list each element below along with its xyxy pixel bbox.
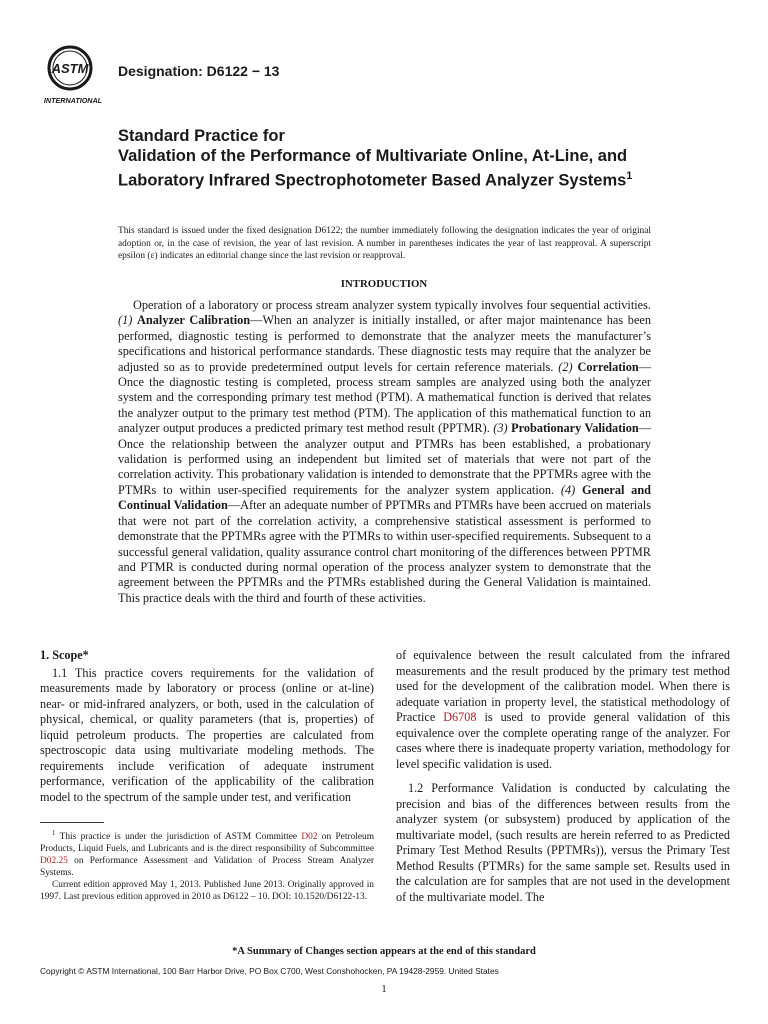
step-number: (1) <box>118 313 133 328</box>
footnotes <box>40 828 374 904</box>
step-number: (3) <box>493 421 508 436</box>
footnote-text: on Petroleum Products, Liquid Fuels, and Lubricants and is the direct responsibility of Subcommittee <box>40 832 374 855</box>
footnote-text: on Performance Assessment and Validation of Process Stream Analyzer Systems. <box>40 855 374 878</box>
step-text: —When an analyzer is initially installed, or after major maintenance has been performed, diagnostic testing is performed to demonstrate that the analyzer meets the manufacturer’s specifications and historical performance standards. These diagnostic tests may require that the analyzer be adjusted so as to provide predetermined output levels for certain reference materials. <box>118 313 652 374</box>
footnote-divider <box>40 822 104 823</box>
astm-logo <box>40 44 114 106</box>
scope-heading: 1. Scope* <box>40 648 89 662</box>
step-term: General and Continual Validation <box>118 482 652 513</box>
reference-link-d6708[interactable]: D6708 <box>443 710 477 724</box>
paragraph-text: is used to provide general validation of this equivalence over the complete operating range of the analyzer. For cases where there is inadequate property variation, methodology for level specific validation is used. <box>396 710 730 771</box>
footnote-mark: 1 <box>52 829 56 837</box>
footnote-edition: Current edition approved May 1, 2013. Published June 2013. Originally approved in 1997. Last previous edition approved in 2010 as D6122 – 10. DOI: 10.1520/D6122-13. <box>40 879 374 902</box>
step-term: Analyzer Calibration <box>137 313 251 328</box>
paragraph-text: of equivalence between the result calculated from the infrared measurements and the result produced by the primary test method used for the development of the calibration model. When there is adequate variation in property level, the statistical methodology of Practice <box>396 648 730 724</box>
step-number: (2) <box>558 359 573 374</box>
right-column <box>396 648 730 905</box>
step-term: Correlation <box>577 359 639 374</box>
footnote-1 <box>40 828 374 880</box>
step-text: —Once the diagnostic testing is completed, process stream samples are analyzed using both the analyzer system and the corresponding primary test method (PTM). A mathematical function is derived that relates the analyzer output to the primary test method (PTM). The application of this mathematical function to an analyzer output produces a predicted primary test method result (PPTMR). <box>118 359 652 436</box>
step-term: Probationary Validation <box>511 421 639 436</box>
title-block <box>118 126 658 191</box>
summary-of-changes-note: *A Summary of Changes section appears at the end of this standard <box>232 946 536 957</box>
scope-paragraph-1-1: 1.1 This practice covers requirements for the validation of measurements made by laboratory or process (online or at-line) near- or mid-infrared analyzers, or both, used in the calculation of physical, chemical, or quality parameters (that is, properties) of liquid petroleum products. The properties are calculated from spectroscopic data using multivariate modeling methods. The requirements include verification of adequate instrument performance, verification of the applicability of the calibration model to the spectrum of the sample under test, and verification <box>40 665 374 804</box>
step-text: —After an adequate number of PPTMRs and PTMRs have been accrued on materials that were not part of the correlation activity, a comprehensive statistical assessment is performed to demonstrate that the PPTMRs agree with the PTMRs to within user-specified requirements. Subsequent to a successful general validation, quality assurance control chart monitoring of the differences between PPTMR and PTMR is conducted during normal operation of the process analyzer system to demonstrate that the agreement between the PPTMRs and the PTMRs established during the General Validation is maintained. This practice deals with the third and fourth of these activities. <box>118 498 651 605</box>
page-number: 1 <box>381 983 387 995</box>
copyright-line: Copyright © ASTM International, 100 Barr Harbor Drive, PO Box C700, West Conshohocken, PA 19428-2959. United States <box>40 966 499 976</box>
title-line1: Standard Practice for <box>118 127 285 145</box>
designation: Designation: D6122 − 13 <box>118 63 280 79</box>
scope-paragraph-1-1-continued <box>396 648 730 772</box>
step-text: —Once the relationship between the analyzer output and PTMRs has been established, a probationary validation is performed using an independent but limited set of materials that were not part of the correlation activity. This probationary validation is intended to demonstrate that the PPTMRs agree with the PTMRs to within user-specified requirements for the analyzer system application. <box>118 421 651 497</box>
step-number: (4) <box>560 482 576 497</box>
introduction-paragraph <box>118 298 651 606</box>
logo-text: ASTM <box>51 61 89 76</box>
intro-text: Operation of a laboratory or process stream analyzer system typically involves four sequential activities. <box>133 298 651 312</box>
footnote-text: This practice is under the jurisdiction of ASTM Committee <box>55 832 302 843</box>
introduction-heading: INTRODUCTION <box>340 278 428 290</box>
title-footnote-mark: 1 <box>626 170 633 182</box>
scope-paragraph-1-2: 1.2 Performance Validation is conducted by calculating the precision and bias of the differences between results from the analyzer system (or subsystem) produced by application of the multivariate model, (such results are herein referred to as Predicted Primary Test Method Results (PPTMRs)), versus the Primary Test Method Results (PTMRs) for the same sample set. Results used in the calculation are for samples that are not used in the development of the multivariate model. The <box>396 781 730 904</box>
document-title <box>118 146 658 191</box>
committee-link-d02[interactable]: D02 <box>301 832 318 843</box>
title-text: Validation of the Performance of Multivariate Online, At-Line, and Laboratory Infrared Spectrophotometer Based Analyzer Systems <box>118 147 628 190</box>
logo-subtext: INTERNATIONAL <box>43 96 103 105</box>
subcommittee-link-d02-25[interactable]: D02.25 <box>40 855 68 866</box>
issuance-note: This standard is issued under the fixed designation D6122; the number immediately following the designation indicates the year of original adoption or, in the case of revision, the year of last revision. A number in parentheses indicates the year of last reapproval. A superscript epsilon (ε) indicates an editorial change since the last revision or reapproval. <box>118 226 651 262</box>
left-column <box>40 648 374 805</box>
